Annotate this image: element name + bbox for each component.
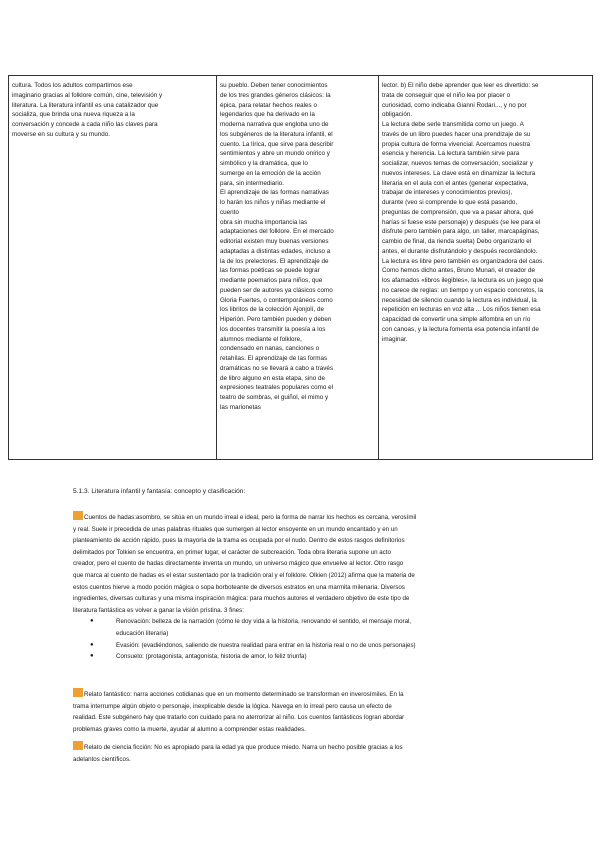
table-line: Como hemos dicho antes, Bruno Munari, el creador de xyxy=(382,267,535,275)
table-line: los afamados «libros ilegibles», la lectura es un juego que xyxy=(382,277,544,284)
bullet-icon: ● xyxy=(90,641,94,648)
table-line: los libritos de la colección Ajonjolí, de xyxy=(220,306,324,314)
table-line: sumerge en la emoción de la acción xyxy=(220,169,321,177)
table-line: socializa, que brinda una nueva riqueza a la xyxy=(12,111,135,119)
highlight-marker-icon xyxy=(73,511,83,520)
paragraph-line: problemas graves como la muerte, ayudar al alumno a comprender estas realidades. xyxy=(73,725,306,733)
table-line: moverse en su cultura y su mundo. xyxy=(12,130,110,138)
table-line: socializar, nuevos temas de conversación, socializar y xyxy=(382,160,533,167)
table-line: obligación. xyxy=(382,111,413,119)
table-line: pueden ser de autores ya clásicos como xyxy=(220,286,333,294)
table-line: moderna narrativa que engloba uno de xyxy=(220,121,329,128)
table-line: imaginar. xyxy=(382,335,408,343)
table-line: de libro alguno en esta etapa, sino de xyxy=(220,374,326,382)
paragraph-line: estos cuentos hierve a modo poción mágica o sopa borboteante de diversos estratos en una marmita milenaria. Diversos xyxy=(73,583,405,591)
paragraph-line: que marca al cuento de hadas es el estar sustentado por la tradición oral y el folklore. Olkien (2012) afirma que la materia de xyxy=(73,571,415,579)
paragraph-line: creador, pero el cuento de hadas directamente inventa un mundo, un universo mágico que envuelve al lector. Otro rasgo xyxy=(73,560,404,568)
paragraph-line: asombro, se sitúa en un mundo irreal e ideal, pero la forma de narrar los hechos es cercana, verosímil xyxy=(135,514,417,521)
table-line: cultura. Todos los adultos compartimos ese xyxy=(12,82,133,89)
table-column-2 xyxy=(216,76,378,459)
relato-fantastico-paragraph xyxy=(73,688,538,735)
table-line: adaptadas a distintas edades, incluso a xyxy=(220,247,331,255)
table-line: editorial existen muy buenas versiones xyxy=(220,238,329,245)
table-line: nuevos intereses. La clave está en dinamizar la lectura xyxy=(382,169,536,177)
table-line: cambio de final, da rienda suelta) Debo organizarlo el xyxy=(382,238,532,245)
table-line: curiosidad, como indicaba Gianni Rodari..., y no por xyxy=(382,101,527,109)
table-line: repetición en lecturas en voz alta ... Los niños tienen esa xyxy=(382,306,541,314)
table-line: conversación y concede a cada niño las claves para xyxy=(12,121,158,128)
table-line: literatura. La literatura infantil es una catalizador que xyxy=(12,101,159,109)
list-item xyxy=(90,651,538,663)
table-line: Gloria Fuertes, o contemporáneos como xyxy=(220,296,333,304)
table-line: las marionetas xyxy=(220,403,261,411)
highlight-marker-icon xyxy=(73,688,83,697)
three-column-table xyxy=(8,75,593,460)
table-line: adaptaciones del folklore. En el mercado xyxy=(220,228,334,236)
table-line: las formas poéticas se puede lograr xyxy=(220,267,320,275)
table-line: teatro de sombras, el guiñol, el mimo y xyxy=(220,394,329,401)
list-item xyxy=(90,616,538,628)
section-heading: 5.1.3. Literatura infantil y fantasía: concepto y clasificación: xyxy=(73,488,246,495)
table-line: cuento xyxy=(220,208,239,216)
table-line: legendarios que ha derivado en la xyxy=(220,111,315,119)
paragraph-line: realidad. Este subgénero hay que tratarlo con cuidado para no aterrorizar al niño. Los cuentos fantásticos logran abordar xyxy=(73,714,405,722)
list-item-text: Evasión: (evadiéndonos, saliendo de nuestra realidad para entrar en la historia real o no de unos personajes) xyxy=(116,641,416,649)
table-line: de los tres grandes géneros clásicos: la xyxy=(220,91,331,99)
table-line: los docentes transmitir la poesía a los xyxy=(220,325,326,333)
paragraph-line: No es apropiado para la edad ya que produce miedo. Narra un hecho posible gracias a los xyxy=(154,744,403,751)
table-line: durante (veo si comprende lo que está pasando, xyxy=(382,199,518,206)
paragraph-line: trama interrumpe algún objeto o personaje, inexplicable desde la lógica. Navega en lo irreal pero causa un efecto de xyxy=(73,702,392,710)
table-line: literaria en el aula con el antes (generar expectativa, xyxy=(382,179,529,187)
table-column-3 xyxy=(378,76,592,459)
paragraph-lead: Relato fantástico: xyxy=(84,691,132,698)
bullet-icon: ● xyxy=(90,653,94,660)
table-line: mediante poemarios para niños, que xyxy=(220,277,323,284)
table-line: lo harán los niños y niñas mediante el xyxy=(220,199,326,206)
table-line: retahílas. El aprendizaje de las formas xyxy=(220,355,328,362)
paragraph-line: literatura fantástica es volver a ganar la visión prístina. 3 fines: xyxy=(73,606,244,614)
table-line: lector. b) El niño debe aprender que leer es divertido: se xyxy=(382,82,539,89)
table-line: esencia y herencia. La lectura también sirve para xyxy=(382,150,520,158)
table-line: imaginario gracias al folklore común, cine, televisión y xyxy=(12,91,163,99)
table-line: expresiones teatrales populares como el xyxy=(220,384,334,392)
table-line: Hiperión. Pero también pueden y deben xyxy=(220,316,332,323)
bullet-icon: ● xyxy=(90,618,94,625)
table-line: épica, para relatar hechos reales o xyxy=(220,101,317,109)
table-line: los subgéneros de la literatura infantil, el xyxy=(220,130,333,138)
fines-list xyxy=(73,616,538,662)
paragraph-line: planteamiento de acción rápido, pues la mayoría de la trama es ocupada por el nudo. Dentro de estos rasgos definitorios xyxy=(73,537,405,545)
paragraph-line: adelantos científicos. xyxy=(73,755,131,763)
ciencia-ficcion-paragraph xyxy=(73,741,538,765)
table-line: necesidad de silencio cuando la lectura es individual, la xyxy=(382,296,537,304)
table-line: disfrute pero también para algo, un taller, marcapáginas, xyxy=(382,228,540,236)
table-line: condensado en nanas, canciones o xyxy=(220,345,320,353)
table-line: no carece de reglas: un tiempo y un espacio concretos, la xyxy=(382,286,544,294)
table-line: dramáticas no se llevará a cabo a través xyxy=(220,364,334,372)
table-line: través de un libro puedes hacer una prendizaje de su xyxy=(382,130,531,138)
list-item-continuation xyxy=(90,628,538,640)
paragraph-line: delimitados por Tolkien se encuentra, en primer lugar, el carácter de subcreación. Toda obra literaria supone un acto xyxy=(73,548,391,556)
table-line: cuento. La lírica, que sirve para describir xyxy=(220,140,334,148)
paragraph-lead: Cuentos de hadas: xyxy=(84,514,136,521)
table-line: capacidad de convertir una simple alfombra en un río xyxy=(382,316,531,323)
list-item-text: educación literaria) xyxy=(116,629,169,637)
highlight-marker-icon xyxy=(73,741,83,750)
table-line: con canoas, y la lectura fomenta esa potencia infantil de xyxy=(382,325,539,333)
table-line: simbólico y la dramática, que lo xyxy=(220,160,308,167)
table-line: su pueblo. Deben tener conocimientos xyxy=(220,82,328,89)
paragraph-line: y real. Suele ir precedida de unas palabras rituales que sumergen al lector ensoyente en un mundo encantado y en un xyxy=(73,525,398,533)
table-line: El aprendizaje de las formas narrativas xyxy=(220,189,329,197)
table-line: la de los prelectores. El aprendizaje de xyxy=(220,257,329,265)
table-line: preguntas de comprensión, que va a pasar ahora, qué xyxy=(382,208,534,216)
table-line: La lectura es libre pero también es organizadora del caos. xyxy=(382,257,545,265)
table-line: obra sin mucha importancia las xyxy=(220,218,308,226)
cuentos-de-hadas-paragraph xyxy=(73,511,538,663)
paragraph-line: narra acciones cotidianas que en un momento determinado se transforman en inverosímiles. En la xyxy=(133,691,404,698)
list-item-text: Renovación: belleza de la narración (cómo le doy vida a la historia, renovando el sentido, el mensaje moral, xyxy=(116,618,412,626)
table-line: La lectura debe serle transmitida como un juego. A xyxy=(382,121,524,128)
table-line: propia cultura de forma vivencial. Acercamos nuestra xyxy=(382,140,531,148)
paragraph-lead: Relato de ciencia ficción: xyxy=(84,744,153,751)
table-line: antes, el durante disfrutándolo y después recordándolo. xyxy=(382,247,538,255)
table-line: trabajar de intereses y conocimientos previos), xyxy=(382,189,513,197)
table-line: sentimientos y abre un mundo onírico y xyxy=(220,150,330,158)
table-line: harías si fuese este personaje) y después (se lee para el xyxy=(382,218,541,226)
table-column-1 xyxy=(9,76,216,459)
list-item xyxy=(90,640,538,652)
table-line: alumnos mediante el folklore, xyxy=(220,335,302,343)
list-item-text: Consuelo: (protagonista, antagonista, historia de amor, lo feliz triunfa) xyxy=(116,653,307,661)
table-line: para, sin intermediario. xyxy=(220,179,285,187)
paragraph-line: ingredientes, diversas culturas y una misma inspiración mágica: para muchos autores el verdadero objetivo de este tipo de xyxy=(73,595,410,603)
table-line: trata de conseguir que el niño lea por placer o xyxy=(382,91,511,99)
